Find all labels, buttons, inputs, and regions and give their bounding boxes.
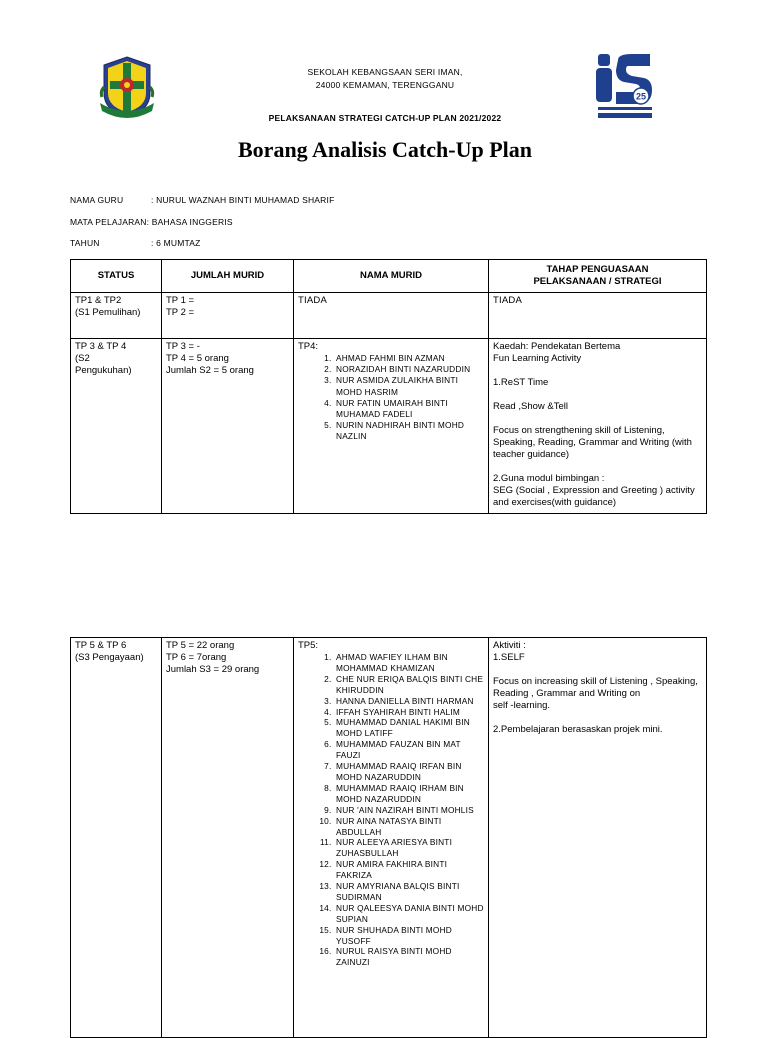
list-item: 10. NUR AINA NATASYA BINTI ABDULLAH — [334, 816, 484, 838]
row3-count — [162, 638, 294, 1038]
list-item: 5. MUHAMMAD DANIAL HAKIMI BIN MOHD LATIFF — [334, 717, 484, 739]
list-item: 4. NUR FATIN UMAIRAH BINTI MUHAMAD FADELI — [334, 398, 484, 420]
list-item: 15. NUR SHUHADA BINTI MOHD YUSOFF — [334, 925, 484, 947]
list-item: 5. NURIN NADHIRAH BINTI MOHD NAZLIN — [334, 420, 484, 442]
list-item: 7. MUHAMMAD RAAIQ IRFAN BIN MOHD NAZARUDDIN — [334, 761, 484, 783]
row1-count-line2: TP 2 = — [166, 307, 195, 318]
row3-strategy-line2: 1.SELF — [493, 652, 525, 663]
list-item: 11. NUR ALEEYA ARIESYA BINTI ZUHASBULLAH — [334, 837, 484, 859]
row2-count-line2: TP 4 = 5 orang — [166, 353, 229, 364]
row2-student-list — [298, 353, 484, 443]
row2-names-heading: TP4: — [298, 341, 319, 352]
table-row — [71, 339, 707, 514]
header-level-line1: TAHAP PENGUASAAN — [546, 264, 649, 275]
list-item: 2. CHE NUR ERIQA BALQIS BINTI CHE KHIRUDDIN — [334, 674, 484, 696]
list-item: 8. MUHAMMAD RAAIQ IRHAM BIN MOHD NAZARUDDIN — [334, 783, 484, 805]
header-names: NAMA MURID — [294, 260, 489, 293]
list-item: 1. AHMAD FAHMI BIN AZMAN — [334, 353, 484, 364]
list-item: 14. NUR QALEESYA DANIA BINTI MOHD SUPIAN — [334, 903, 484, 925]
row1-count-line1: TP 1 = — [166, 295, 195, 306]
school-crest-logo — [96, 53, 158, 123]
list-item: 13. NUR AMYRIANA BALQIS BINTI SUDIRMAN — [334, 881, 484, 903]
teacher-value: : NURUL WAZNAH BINTI MUHAMAD SHARIF — [151, 195, 335, 205]
row2-strategy — [489, 339, 707, 514]
list-item: 16. NURUL RAISYA BINTI MOHD ZAINUZI — [334, 946, 484, 968]
row2-status-line3: Pengukuhan) — [75, 365, 132, 376]
row2-status — [71, 339, 162, 514]
row2-strategy-line6: 2.Guna modul bimbingan : — [493, 473, 605, 484]
plan-heading: PELAKSANAAN STRATEGI CATCH-UP PLAN 2021/2022 — [268, 113, 502, 123]
list-item: 3. NUR ASMIDA ZULAIKHA BINTI MOHD HASRIM — [334, 375, 484, 397]
row2-names — [294, 339, 489, 514]
page-title: Borang Analisis Catch-Up Plan — [238, 137, 532, 162]
row3-status — [71, 638, 162, 1038]
row3-strategy-line1: Aktiviti : — [493, 640, 526, 651]
list-item: 1. AHMAD WAFIEY ILHAM BIN MOHAMMAD KHAMIZAN — [334, 652, 484, 674]
school-name: SEKOLAH KEBANGSAAN SERI IMAN, — [307, 67, 463, 77]
header-status: STATUS — [71, 260, 162, 293]
row2-strategy-line5: Focus on strengthening skill of Listening, Speaking, Reading, Grammar and Writing (with teacher guidance) — [493, 425, 692, 460]
teacher-label: NAMA GURU — [70, 195, 124, 205]
table-row — [71, 638, 707, 1038]
row3-count-line2: TP 6 = 7orang — [166, 652, 227, 663]
list-item: 6. MUHAMMAD FAUZAN BIN MAT FAUZI — [334, 739, 484, 761]
row2-count-line1: TP 3 = - — [166, 341, 200, 352]
list-item: 2. NORAZIDAH BINTI NAZARUDDIN — [334, 364, 484, 375]
list-item: 3. HANNA DANIELLA BINTI HARMAN — [334, 696, 484, 707]
row1-strategy: TIADA — [489, 293, 707, 339]
row3-student-list — [298, 652, 484, 968]
row1-status — [71, 293, 162, 339]
row2-strategy-line2: Fun Learning Activity — [493, 353, 582, 364]
row3-names-heading: TP5: — [298, 640, 319, 651]
list-item: 12. NUR AMIRA FAKHIRA BINTI FAKRIZA — [334, 859, 484, 881]
row2-count — [162, 339, 294, 514]
row1-status-line2: (S1 Pemulihan) — [75, 307, 141, 318]
row2-status-line2: (S2 — [75, 353, 90, 364]
row3-strategy-line5: 2.Pembelajaran berasaskan projek mini. — [493, 724, 663, 735]
header-level — [489, 260, 707, 293]
row3-status-line1: TP 5 & TP 6 — [75, 640, 127, 651]
anniversary-logo — [592, 52, 656, 122]
row3-names — [294, 638, 489, 1038]
school-address: 24000 KEMAMAN, TERENGGANU — [315, 80, 455, 90]
row2-strategy-line4: Read ,Show &Tell — [493, 401, 568, 412]
analysis-table-continued — [70, 637, 707, 1038]
header-level-line2: PELAKSANAAN / STRATEGI — [533, 276, 662, 287]
subject-label: MATA PELAJARAN — [70, 217, 147, 227]
row2-strategy-line7: SEG (Social , Expression and Greeting ) activity and exercises(with guidance) — [493, 485, 695, 508]
teacher-row — [70, 195, 334, 205]
analysis-table — [70, 259, 707, 514]
year-row — [70, 238, 201, 248]
row3-strategy — [489, 638, 707, 1038]
table-header-row — [71, 260, 707, 293]
list-item: 9. NUR 'AIN NAZIRAH BINTI MOHLIS — [334, 805, 484, 816]
row2-count-line3: Jumlah S2 = 5 orang — [166, 365, 254, 376]
row3-count-line3: Jumlah S3 = 29 orang — [166, 664, 260, 675]
row3-strategy-line3: Focus on increasing skill of Listening , Speaking, Reading , Grammar and Writing on — [493, 676, 698, 699]
year-value: : 6 MUMTAZ — [151, 238, 201, 248]
row2-strategy-line1: Kaedah: Pendekatan Bertema — [493, 341, 621, 352]
subject-row — [70, 217, 233, 227]
row3-count-line1: TP 5 = 22 orang — [166, 640, 235, 651]
list-item: 4. IFFAH SYAHIRAH BINTI HALIM — [334, 707, 484, 718]
header-count: JUMLAH MURID — [162, 260, 294, 293]
row1-status-line1: TP1 & TP2 — [75, 295, 122, 306]
subject-value: : BAHASA INGGERIS — [146, 217, 233, 227]
row1-count — [162, 293, 294, 339]
row1-names: TIADA — [294, 293, 489, 339]
logo-number: 25 — [635, 91, 647, 102]
row3-strategy-line4: self -learning. — [493, 700, 551, 711]
row2-status-line1: TP 3 & TP 4 — [75, 341, 127, 352]
school-address-block — [250, 66, 520, 92]
table-row — [71, 293, 707, 339]
row2-strategy-line3: 1.ReST Time — [493, 377, 549, 388]
row3-status-line2: (S3 Pengayaan) — [75, 652, 144, 663]
year-label: TAHUN — [70, 238, 100, 248]
